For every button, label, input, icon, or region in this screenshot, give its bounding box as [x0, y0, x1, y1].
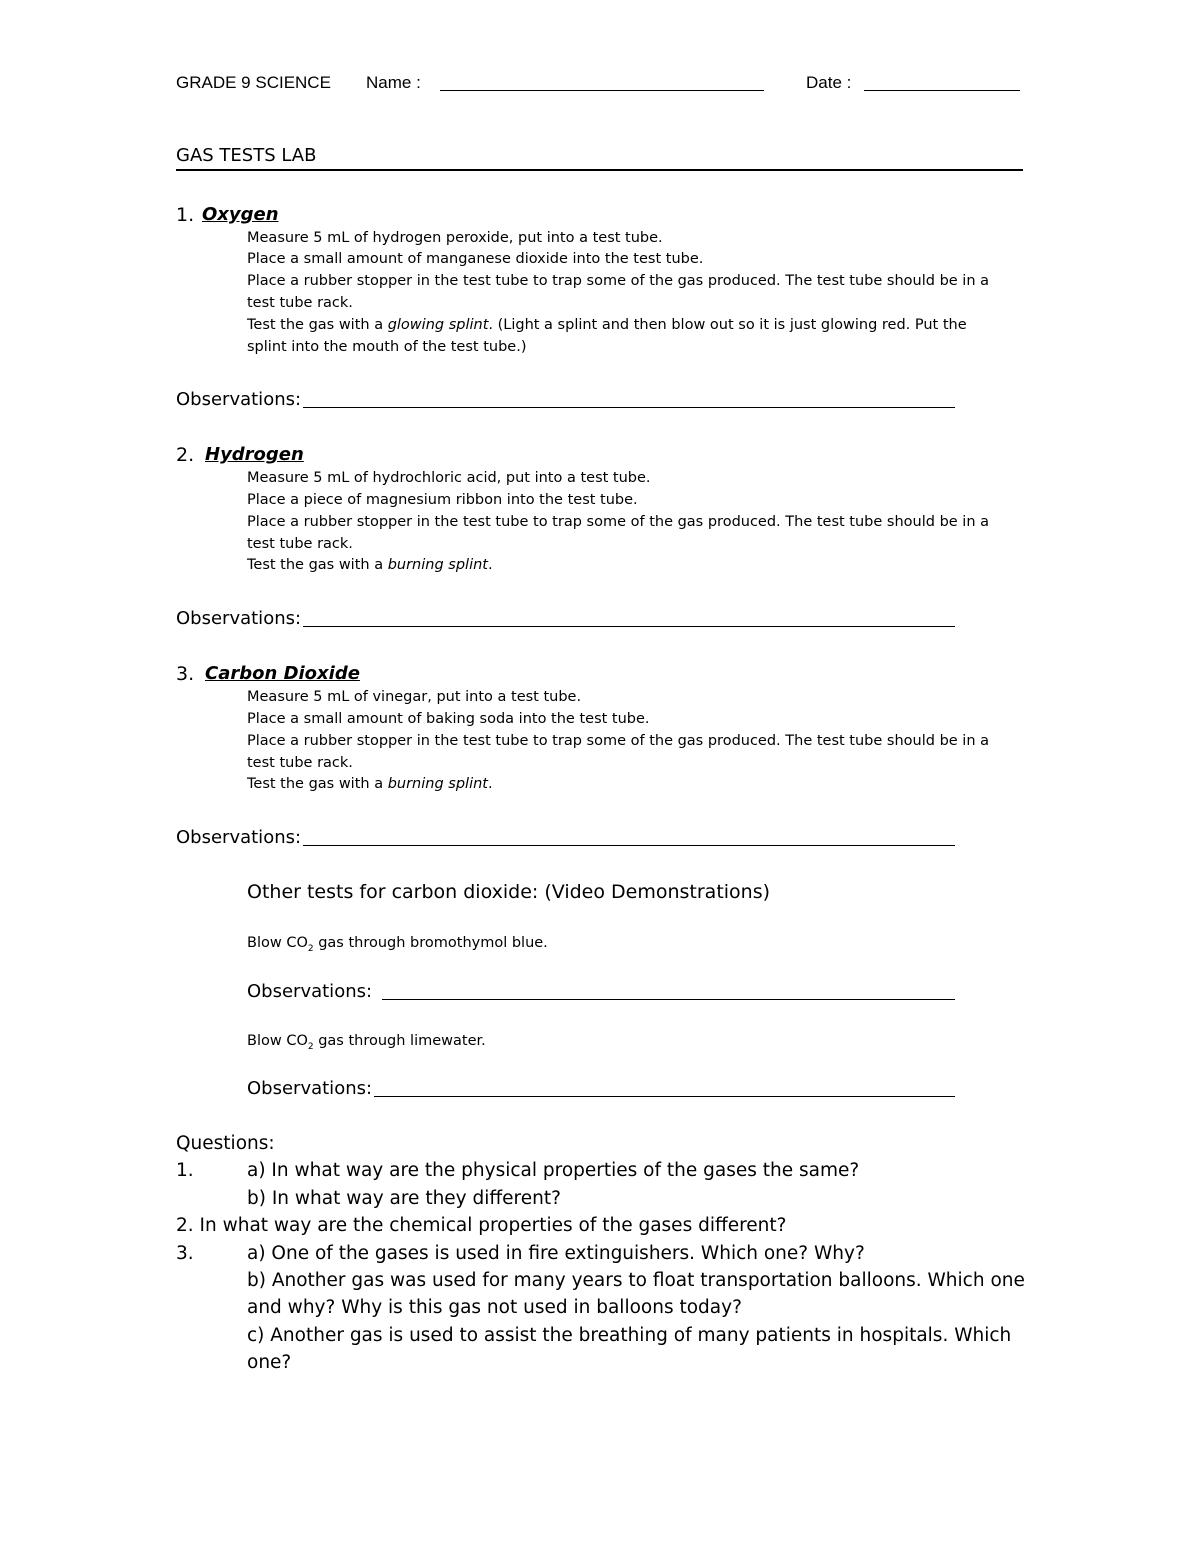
splint-type: burning splint	[387, 776, 488, 792]
step: test tube rack.	[247, 755, 353, 771]
observations-line-oxygen[interactable]	[303, 407, 955, 408]
step: Place a small amount of baking soda into the test tube.	[247, 711, 650, 727]
test-prefix: Test the gas with a	[247, 317, 388, 333]
question-1b: b) In what way are they different?	[247, 1188, 561, 1209]
observations-line-carbon-dioxide[interactable]	[303, 845, 955, 846]
question-3c: c) Another gas is used to assist the breathing of many patients in hospitals. Which	[247, 1325, 1012, 1346]
section-number: 3.	[176, 663, 195, 685]
question-3b: b) Another gas was used for many years to float transportation balloons. Which one	[247, 1270, 1025, 1291]
question-3a: a) One of the gases is used in fire extinguishers. Which one? Why?	[247, 1243, 865, 1264]
title-rule	[176, 169, 1023, 171]
observations-line-hydrogen[interactable]	[303, 626, 955, 627]
question-3b-cont: and why? Why is this gas not used in balloons today?	[247, 1297, 742, 1318]
observations-label: Observations:	[247, 981, 373, 1002]
other-test-bromothymol	[247, 935, 548, 954]
observations-label: Observations:	[176, 389, 302, 410]
test-prefix: Blow CO	[247, 1033, 308, 1049]
step: test tube rack.	[247, 536, 353, 552]
test-prefix: Blow CO	[247, 935, 308, 951]
observations-label: Observations:	[176, 608, 302, 629]
gas-heading-oxygen: Oxygen	[202, 204, 279, 225]
questions-heading: Questions:	[176, 1133, 275, 1154]
page-title: GAS TESTS LAB	[176, 145, 317, 166]
question-1a: a) In what way are the physical properties of the gases the same?	[247, 1160, 860, 1181]
date-field-line[interactable]	[864, 90, 1020, 91]
gas-heading-hydrogen: Hydrogen	[205, 444, 304, 465]
test-suffix: .	[487, 557, 493, 573]
date-label: Date :	[806, 73, 852, 92]
other-tests-heading: Other tests for carbon dioxide: (Video Demonstrations)	[247, 881, 771, 903]
step-test	[247, 776, 493, 792]
test-suffix: gas through limewater.	[313, 1033, 486, 1049]
test-suffix: gas through bromothymol blue.	[313, 935, 548, 951]
step: test tube rack.	[247, 295, 353, 311]
other-test-limewater	[247, 1033, 486, 1052]
step: Measure 5 mL of vinegar, put into a test tube.	[247, 689, 582, 705]
observations-label: Observations:	[176, 827, 302, 848]
subscript: 2	[307, 943, 314, 954]
test-prefix: Test the gas with a	[247, 776, 388, 792]
splint-type: glowing splint	[387, 317, 489, 333]
step: Place a rubber stopper in the test tube to trap some of the gas produced. The test tube should be in a	[247, 273, 990, 289]
name-label: Name :	[366, 73, 421, 92]
observations-line-bromothymol[interactable]	[382, 999, 955, 1000]
test-suffix: .	[487, 776, 493, 792]
step: Place a rubber stopper in the test tube to trap some of the gas produced. The test tube should be in a	[247, 514, 990, 530]
step-test	[247, 317, 967, 333]
test-suffix: . (Light a splint and then blow out so it is just glowing red. Put the	[488, 317, 967, 333]
step-test	[247, 557, 493, 573]
step: Place a piece of magnesium ribbon into the test tube.	[247, 492, 638, 508]
step: Place a small amount of manganese dioxide into the test tube.	[247, 251, 704, 267]
step: Measure 5 mL of hydrochloric acid, put into a test tube.	[247, 470, 651, 486]
question-number: 1.	[176, 1160, 194, 1181]
step: Measure 5 mL of hydrogen peroxide, put into a test tube.	[247, 230, 663, 246]
observations-label: Observations:	[247, 1078, 373, 1099]
section-number: 1.	[176, 204, 195, 226]
subscript: 2	[307, 1041, 314, 1052]
course-label: GRADE 9 SCIENCE	[176, 73, 331, 92]
question-2: 2. In what way are the chemical properties of the gases different?	[176, 1215, 787, 1236]
question-3c-cont: one?	[247, 1352, 292, 1373]
question-number: 3.	[176, 1243, 194, 1264]
gas-heading-carbon-dioxide: Carbon Dioxide	[205, 663, 360, 684]
section-number: 2.	[176, 444, 195, 466]
step: Place a rubber stopper in the test tube to trap some of the gas produced. The test tube should be in a	[247, 733, 990, 749]
observations-line-limewater[interactable]	[374, 1096, 955, 1097]
splint-type: burning splint	[387, 557, 488, 573]
name-field-line[interactable]	[440, 90, 764, 91]
step: splint into the mouth of the test tube.)	[247, 339, 527, 355]
test-prefix: Test the gas with a	[247, 557, 388, 573]
